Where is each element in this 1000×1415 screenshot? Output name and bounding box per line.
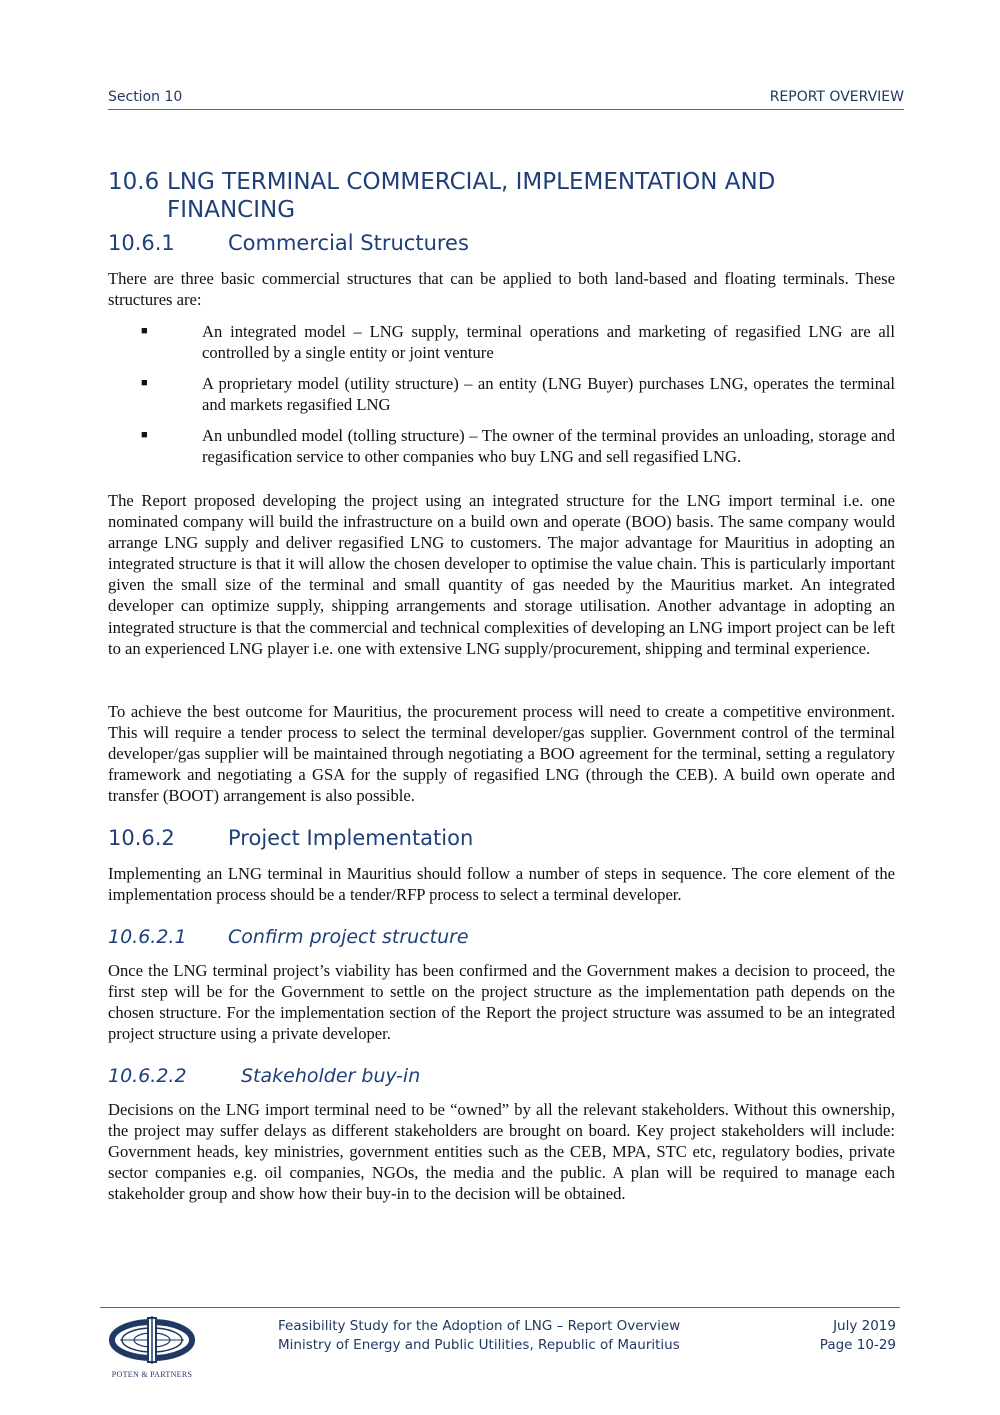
list-item bbox=[108, 425, 895, 467]
bullet-icon: ■ bbox=[141, 429, 148, 442]
subsection-number: 10.6.1 bbox=[108, 231, 175, 255]
subsubsection-title: Stakeholder buy-in bbox=[241, 1065, 421, 1087]
footer-title-line-2: Ministry of Energy and Public Utilities, Republic of Mauritius bbox=[278, 1337, 680, 1353]
implementation-paragraph: Implementing an LNG terminal in Mauritius should follow a number of steps in sequence. The core element of the implementation process should be a tender/RFP process to select a terminal developer. bbox=[108, 864, 895, 905]
commercial-paragraph-2: To achieve the best outcome for Mauritius, the procurement process will need to create a competitive environment. This will require a tender process to select the terminal developer/gas supplier. Government control of the terminal developer/gas supplier will be maintained through negotiating a BOO agreement for the terminal, setting a regulatory framework and negotiating a GSA for the supply of regasified LNG (through the CEB). A build own operate and transfer (BOOT) arrangement is also possible. bbox=[108, 702, 895, 806]
list-item bbox=[108, 373, 895, 415]
subsection-title: Project Implementation bbox=[228, 826, 474, 850]
subsubsection-title: Confirm project structure bbox=[228, 926, 469, 948]
page-header bbox=[108, 89, 904, 110]
commercial-paragraph-1: The Report proposed developing the project using an integrated structure for the LNG import terminal i.e. one nominated company will build the infrastructure on a build own and operate (BOO) basis. The same company would arrange LNG supply and deliver regasified LNG to customers. The major advantage for Mauritius in adopting an integrated structure is that it will allow the chosen developer to optimise the value chain. This is particularly important given the small size of the terminal and small quantity of gas needed by the Mauritius market. An integrated developer can optimize supply, shipping arrangements and storage utilisation. Another advantage in adopting an integrated structure is that the commercial and technical complexities of developing an LNG import project can be left to an experienced LNG player i.e. one with extensive LNG supply/procurement, shipping and terminal experience. bbox=[108, 491, 895, 658]
bullet-icon: ■ bbox=[141, 377, 148, 390]
logo-wordmark: POTEN & PARTNERS bbox=[111, 1370, 193, 1379]
footer-rule bbox=[100, 1307, 900, 1308]
stakeholder-paragraph: Decisions on the LNG import terminal need to be “owned” by all the relevant stakeholders. Without this ownership, the project may suffer delays as different stakeholders are brought on board. Key project stakeholders will include: Government heads, key ministries, government entities such as the CEB, MPA, STC etc, regulatory bodies, private sector companies e.g. oil companies, NGOs, the media and the public. A plan will be required to manage each stakeholder group and show how their buy-in to the decision will be obtained. bbox=[108, 1100, 895, 1204]
header-section-label: Section 10 bbox=[108, 89, 183, 105]
footer-page-number: Page 10-29 bbox=[819, 1337, 896, 1353]
list-item bbox=[108, 321, 895, 363]
confirm-structure-paragraph: Once the LNG terminal project’s viability has been confirmed and the Government makes a decision to proceed, the first step will be for the Government to settle on the project structure as the implementation path depends on the chosen structure. For the implementation section of the Report the project structure was assumed to be an integrated project structure using a private developer. bbox=[108, 961, 895, 1044]
list-item-text: An integrated model – LNG supply, terminal operations and marketing of regasified LNG are all controlled by a single entity or joint venture bbox=[202, 322, 895, 363]
footer-title bbox=[278, 1317, 778, 1355]
subsection-title: Commercial Structures bbox=[228, 231, 469, 255]
header-report-label: REPORT OVERVIEW bbox=[769, 89, 904, 105]
footer-meta bbox=[780, 1317, 896, 1355]
commercial-intro-paragraph: There are three basic commercial structures that can be applied to both land-based and floating terminals. These structures are: bbox=[108, 269, 895, 310]
footer-date: July 2019 bbox=[833, 1318, 896, 1334]
commercial-structures-list bbox=[108, 321, 895, 478]
section-title: LNG TERMINAL COMMERCIAL, IMPLEMENTATION AND FINANCING bbox=[167, 169, 776, 223]
footer-title-line-1: Feasibility Study for the Adoption of LNG – Report Overview bbox=[278, 1318, 681, 1334]
subsubsection-number: 10.6.2.2 bbox=[108, 1065, 187, 1087]
subsubsection-number: 10.6.2.1 bbox=[108, 926, 187, 948]
section-number: 10.6 bbox=[108, 169, 160, 195]
list-item-text: A proprietary model (utility structure) – an entity (LNG Buyer) purchases LNG, operates the terminal and markets regasified LNG bbox=[202, 374, 895, 415]
list-item-text: An unbundled model (tolling structure) – The owner of the terminal provides an unloading, storage and regasification service to other companies who buy LNG and sell regasified LNG. bbox=[202, 426, 895, 467]
bullet-icon: ■ bbox=[141, 325, 148, 337]
subsection-number: 10.6.2 bbox=[108, 826, 175, 850]
